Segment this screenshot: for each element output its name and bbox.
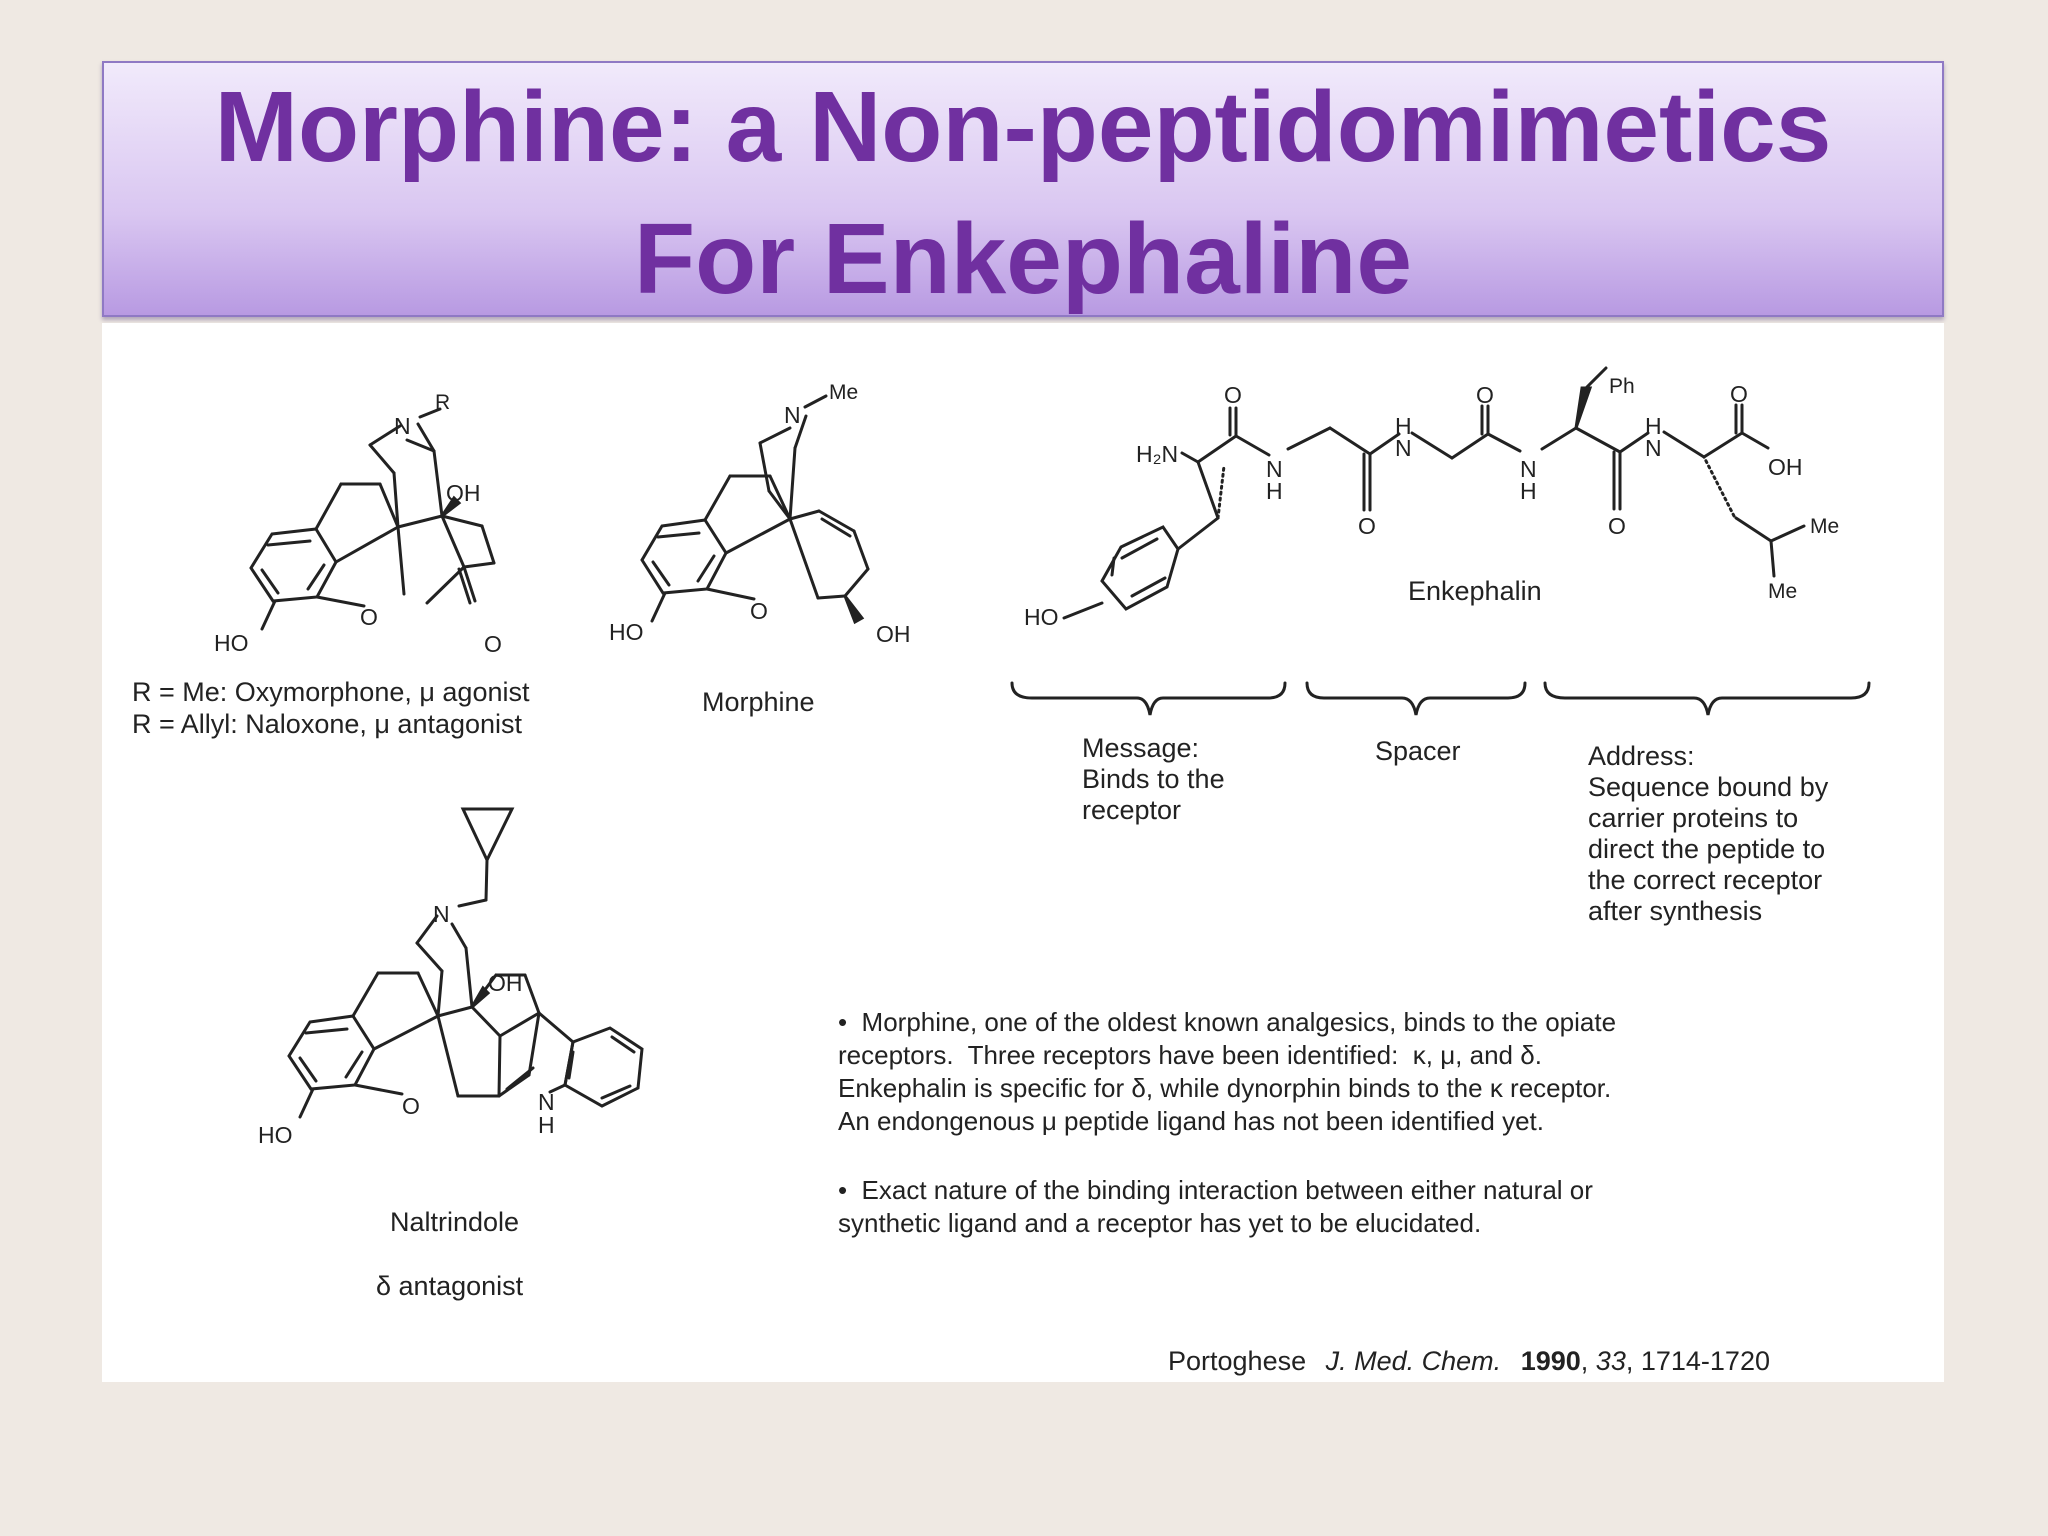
enkephalin-me-2: Me [1768,580,1798,603]
enkephalin-n-2: N [1395,435,1412,461]
naltrindole-ho: HO [258,1122,293,1148]
title-banner [102,61,1944,317]
oxymorphone-label-2: R = Allyl: Naloxone, μ antagonist [132,709,523,739]
enkephalin-h-2: H [1395,413,1412,439]
naltrindole-ring-o: O [402,1093,420,1119]
enkephalin-oh: OH [1768,454,1803,480]
naltrindole-oh: OH [488,970,523,996]
morphine-ho: HO [609,619,644,645]
morphine-structure [642,396,868,622]
oxymorphone-n-atom: N [394,413,411,439]
enkephalin-h2n: H₂N [1136,441,1179,467]
citation-volume: 33 [1595,1346,1626,1376]
enkephalin-h-1: H [1266,478,1283,504]
slide-content [102,323,1944,1382]
spacer-segment-label: Spacer [1375,736,1461,766]
morphine-oh: OH [876,621,911,647]
citation-year: 1990 [1520,1346,1581,1376]
enkephalin-o-3: O [1476,382,1494,408]
morphine-ring-o: O [750,598,768,624]
citation-author: Portoghese [1168,1346,1307,1376]
message-segment-label: Message: Binds to the receptor [1082,733,1225,825]
enkephalin-h-4: H [1645,413,1662,439]
enkephalin-o-1: O [1224,382,1242,408]
naltrindole-indole-n: N [538,1089,555,1115]
naltrindole-indole-h: H [538,1112,555,1138]
enkephalin-me-1: Me [1810,515,1840,538]
citation-journal: J. Med. Chem. [1325,1346,1502,1376]
oxymorphone-oh: OH [446,480,481,506]
oxymorphone-structure [251,409,494,629]
naltrindole-n-atom: N [433,901,450,927]
morphine-label: Morphine [702,687,815,717]
bullet-2: • Exact nature of the binding interaction between either natural or synthetic ligand and a receptor has yet to be elucidated. [838,1175,1593,1238]
enkephalin-h-3: H [1520,478,1537,504]
enkephalin-ph: Ph [1609,375,1635,398]
morphine-n-atom: N [784,402,801,428]
bullet-1: • Morphine, one of the oldest known analgesics, binds to the opiate receptors. Three receptors have been identified: κ, μ, and δ. Enkephalin is specific for δ, while dynorphin binds to the κ receptor. An endongenous μ peptide ligand has not been identified yet. [838,1007,1617,1136]
enkephalin-ho: HO [1024,604,1059,630]
morphine-me: Me [829,381,859,404]
naltrindole-label: Naltrindole [390,1207,520,1237]
enkephalin-o-5: O [1730,381,1748,407]
naltrindole-sublabel: δ antagonist [376,1271,524,1301]
address-segment-label: Address: Sequence bound by carrier proteins to direct the peptide to the correct receptor after synthesis [1588,741,1829,926]
oxymorphone-label-1: R = Me: Oxymorphone, μ agonist [132,677,530,707]
enkephalin-o-4: O [1608,513,1626,539]
enkephalin-n-1: N [1266,456,1283,482]
citation-pages: 1714-1720 [1640,1346,1770,1376]
enkephalin-n-3: N [1520,456,1537,482]
oxymorphone-keto-o: O [484,631,502,657]
oxymorphone-r-group: R [435,391,451,414]
enkephalin-n-4: N [1645,435,1662,461]
enkephalin-o-2: O [1358,513,1376,539]
citation: Portoghese J. Med. Chem. 1990, 33, 1714-1720 [1168,1346,1770,1376]
segment-braces [1012,683,1869,715]
title-line-2: For Enkephaline [634,203,1412,315]
naltrindole-structure [289,809,642,1117]
oxymorphone-ring-o: O [360,604,378,630]
title-line-1: Morphine: a Non-peptidomimetics [214,71,1832,183]
oxymorphone-ho: HO [214,630,249,656]
enkephalin-stereo-hash [1218,457,1734,518]
enkephalin-label: Enkephalin [1408,576,1542,606]
